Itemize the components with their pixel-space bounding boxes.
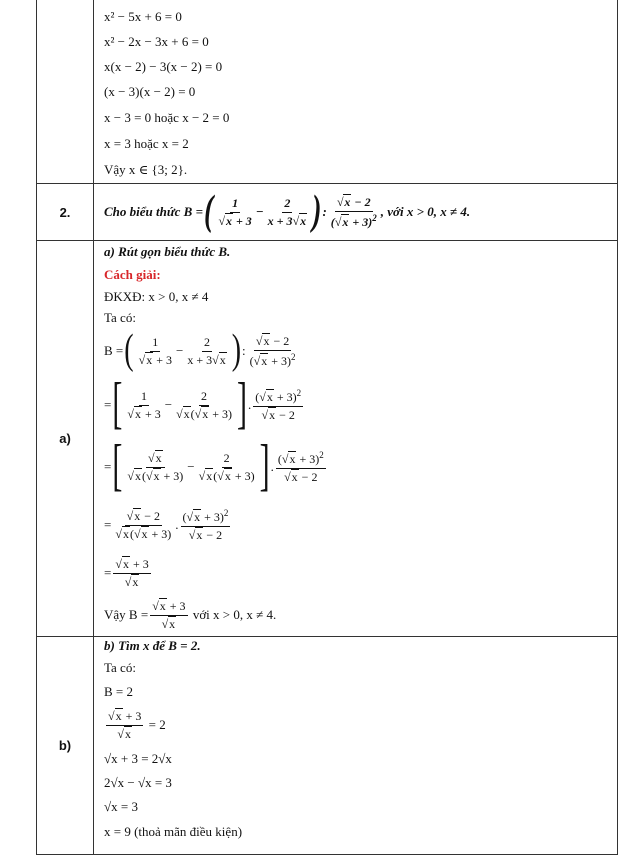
final-answer: x = 9 (thoả mãn điều kiện) xyxy=(104,824,243,839)
part-b-cell xyxy=(94,637,618,855)
step-line: 2√x − √x = 3 xyxy=(104,775,172,790)
empty-number-cell xyxy=(37,0,94,184)
fraction: √ $\frac{x - 2}{(√ x + 3)^2}$ xyxy=(329,195,379,230)
conclusion-line: Vậy x ∈ {3; 2}. xyxy=(104,162,188,177)
step-line: (x − 3)(x − 2) = 0 xyxy=(104,84,196,99)
part-b-label: b) xyxy=(37,637,94,855)
step-line: x² − 2x − 3x + 6 = 0 xyxy=(104,33,209,49)
intro-text: Ta có: xyxy=(104,310,136,325)
domain-condition: ĐKXĐ: x > 0, x ≠ 4 xyxy=(104,289,209,304)
expr-b: B = xyxy=(183,204,204,219)
intro-text: Ta có: xyxy=(104,660,136,675)
problem-number: 2. xyxy=(37,184,94,241)
step-line: = [ √ x √ x(√ x + 3) − 2 √ x(√ x + 3) ] . (√ x + 3)$^2$ √ x − 2 xyxy=(104,436,617,498)
paren-open: ( xyxy=(204,188,214,235)
problem-suffix: , với x > 0, x ≠ 4. xyxy=(380,204,471,219)
step-line: x(x − 2) − 3(x − 2) = 0 xyxy=(104,58,223,74)
step-line: √x + 3 = 2√x xyxy=(104,751,172,766)
step-line: √x = 3 xyxy=(104,799,138,814)
step-line: x − 3 = 0 hoặc x − 2 = 0 xyxy=(104,110,230,125)
step-line: x² − 5x + 6 = 0 xyxy=(104,9,182,24)
part-a-heading: a) Rút gọn biểu thức B. xyxy=(104,244,231,259)
part-a-label: a) xyxy=(37,241,94,637)
step-line: = √ x + 3 √ x xyxy=(104,552,617,594)
problem-statement: Cho biểu thức B = ( 1 √ x + 3 − $\frac{2}{x + 3√ x}$ ) : √ $\frac{x - 2}{(√ x + 3)^2}$ , với x > 0, x ≠ 4. xyxy=(104,195,617,230)
problem-statement-cell xyxy=(94,184,618,241)
step-line: = √ x − 2 √ x(√ x + 3) . (√ x + 3)$^2$ √ x − 2 xyxy=(104,498,617,552)
step-line: B = ( 1 √ x + 3 − $\frac{2}{x + 3√ x}$ ) : √ $\frac{x - 2}{(√ x + 3)^2}$ xyxy=(104,328,617,374)
fraction: 1 √ x + 3 xyxy=(216,196,253,229)
paren-close: ) xyxy=(312,188,322,235)
method-label: Cách giải: xyxy=(104,266,161,282)
solution-table xyxy=(36,0,618,855)
step-line: √ x + 3 √ x = 2 xyxy=(104,703,617,747)
quadratic-solution-cell xyxy=(94,0,618,184)
fraction: $\frac{2}{x + 3√ x}$ xyxy=(266,196,309,229)
part-b-heading: b) Tìm x để B = 2. xyxy=(104,638,201,653)
step-line: x = 3 hoặc x = 2 xyxy=(104,136,189,151)
part-a-conclusion: Vậy B = √ x + 3 √ x với x > 0, x ≠ 4. xyxy=(104,594,617,636)
problem-prefix: Cho biểu thức xyxy=(104,204,181,219)
part-a-cell xyxy=(94,241,618,637)
step-line: B = 2 xyxy=(104,684,134,699)
step-line: = [ 1 √ x + 3 − 2 √ x(√ x + 3) ] . (√ x + 3)$^2$ √ x − 2 xyxy=(104,374,617,436)
